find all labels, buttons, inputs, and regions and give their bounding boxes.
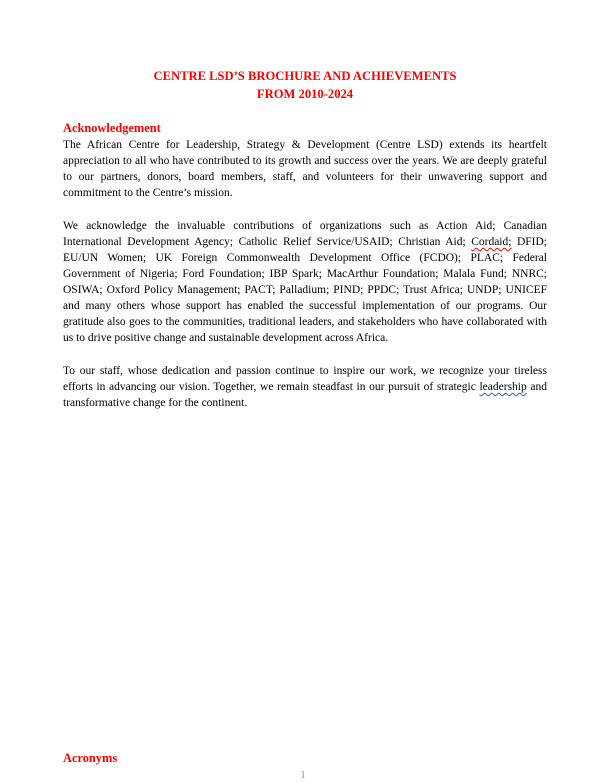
acknowledgement-heading: Acknowledgement [63, 120, 161, 135]
grammar-flagged-word: leadership [479, 380, 527, 393]
acknowledgement-paragraph-1: The African Centre for Leadership, Strategy & Development (Centre LSD) extends its heartfelt appreciation to all who have contributed to its growth and success over the years. We are deeply grateful to our partners, donors, board members, staff, and volunteers for their unwavering support and commitment to the Centre’s mission. [63, 138, 547, 199]
paragraph-2-text-after: DFID; EU/UN Women; UK Foreign Commonwealth Development Office (FCDO); PLAC; Federal Government of Nigeria; Ford Foundation; IBP Spark; MacArthur Foundation; Malala Fund; NNRC; OSIWA; Oxford Policy Management; PACT; Palladium; PIND; PPDC; Trust Africa; UNDP; UNICEF and many others whose support has enabled the successful implementation of our programs. Our gratitude also goes to the communities, traditional leaders, and stakeholders who have collaborated with us to drive positive change and sustainable development across Africa. [63, 235, 547, 344]
page-number: 1 [300, 769, 306, 781]
document-title [63, 67, 547, 104]
acknowledgement-paragraph-2 [63, 218, 547, 346]
document-title-line-2: FROM 2010-2024 [256, 87, 354, 102]
paragraph-3-text-before: To our staff, whose dedication and passion continue to inspire our work, we recognize your tireless efforts in advancing our vision. Together, we remain steadfast in our pursuit of strategic [63, 364, 547, 393]
document-title-line-1: CENTRE LSD’S BROCHURE AND ACHIEVEMENTS [153, 69, 457, 83]
acknowledgement-paragraph-3 [63, 363, 547, 411]
paragraph-2-text-before: We acknowledge the invaluable contributions of organizations such as Action Aid; Canadian International Development Agency; Catholic Relief Service/USAID; Christian Aid; [63, 219, 547, 248]
spellcheck-flagged-word: Cordaid; [471, 235, 512, 248]
acronyms-heading: Acronyms [63, 751, 118, 765]
paragraph-3-text-after: and transformative change for the continent. [63, 380, 547, 409]
